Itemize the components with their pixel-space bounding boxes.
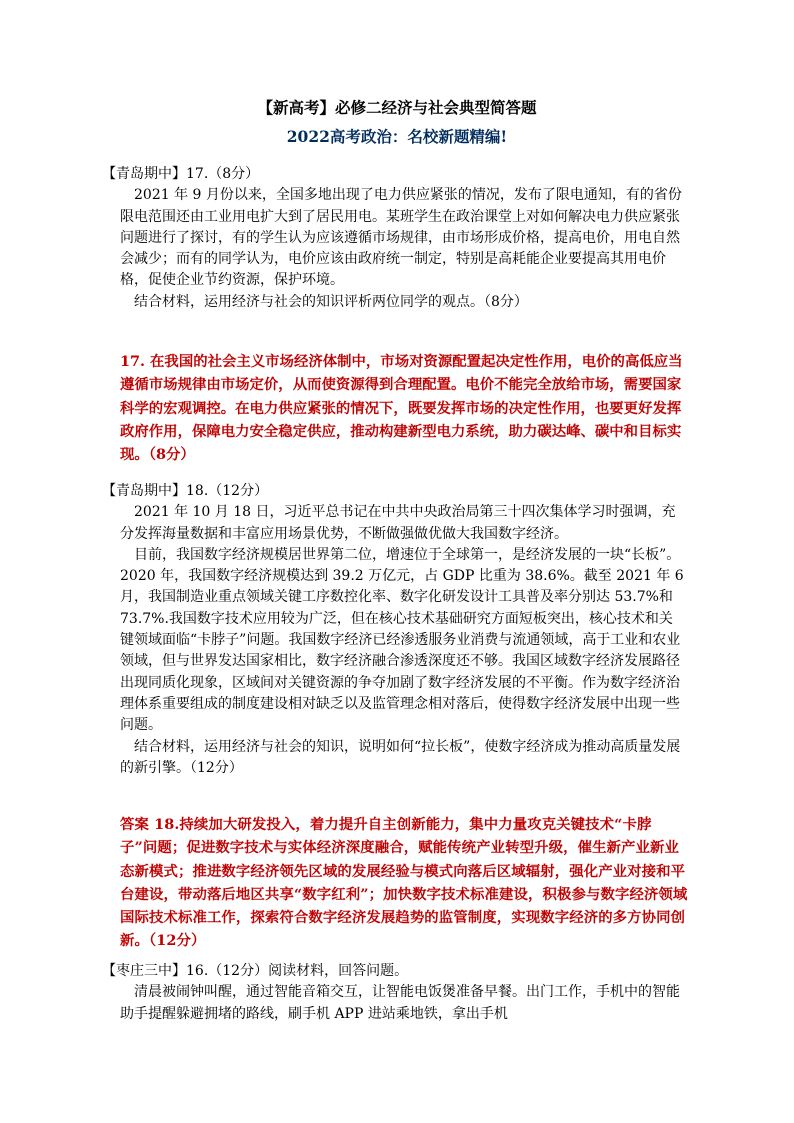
question-18 — [102, 481, 686, 779]
q18-answer: 答案 18.持续加大研发投入，着力提升自主创新能力，集中力量攻克关键技术“卡脖子”问题；促进数字技术与实体经济深度融合，赋能传统产业转型升级，催生新产业新业态新模式；推进数字经济领先区域的发展经验与模式向落后区域辐射，强化产业对接和平台建设，带动落后地区共享“数字红利”；加快数字技术标准建设，积极参与数字经济领域国际技术标准工作，探索符合数字经济发展趋势的监管制度，实现数字经济的多方协同创新。（12分） — [120, 816, 688, 950]
q16-source: 【枣庄三中】16.（12分）阅读材料，回答问题。 — [102, 963, 409, 979]
q18-material-2: 目前，我国数字经济规模居世界第二位，增速位于全球第一，是经济发展的一块“长板”。2020 年，我国数字经济规模达到 39.2 万亿元，占 GDP 比重为 38.6%。截至 2021 年 6 月，我国制造业重点领域关键工序数控化率、数字化研发设计工具普及率分别达 53.7%和 73.7%.我国数字技术应用较为广泛，但在核心技术基础研究方面短板突出，核心技术和关键领域面临“卡脖子”问题。我国数字经济已经渗透服务业消费与流通领域，高于工业和农业领域，但与世界发达国家相比，数字经济融合渗透深度还不够。我国区域数字经济发展路径出现同质化现象，区域间对关键资源的争夺加剧了数字经济发展的不平衡。作为数字经济治理体系重要组成的制度建设相对缺乏以及监管理念相对落后，使得数字经济发展中出现一些问题。 — [120, 546, 684, 734]
q17-source: 【青岛期中】17.（8分） — [102, 166, 260, 182]
q18-material-1: 2021 年 10 月 18 日，习近平总书记在中共中央政治局第三十四次集体学习时强调，充分发挥海量数据和丰富应用场景优势，不断做强做优做大我国数字经济。 — [120, 504, 676, 542]
q17-answer: 17. 在我国的社会主义市场经济体制中，市场对资源配置起决定性作用，电价的高低应当遵循市场规律由市场定价，从而使资源得到合理配置。电价不能完全放给市场，需要国家科学的宏观调控。在电力供应紧张的情况下，既要发挥市场的决定性作用，也要更好发挥政府作用，保障电力安全稳定供应，推动构建新型电力系统，助力碳达峰、碳中和目标实现。（8分） — [120, 353, 683, 464]
question-17 — [102, 164, 686, 313]
q18-source: 【青岛期中】18.（12分） — [102, 483, 269, 499]
document-title: 【新高考】必修二经济与社会典型简答题 — [257, 98, 537, 117]
q17-question: 结合材料，运用经济与社会的知识评析两位同学的观点。（8分） — [134, 293, 528, 310]
q17-material: 2021 年 9 月份以来，全国多地出现了电力供应紧张的情况，发布了限电通知，有的省份限电范围还由工业用电扩大到了居民用电。某班学生在政治课堂上对如何解决电力供应紧张问题进行了探讨，有的学生认为应该遵循市场规律，由市场形成价格，提高电价，用电自然会减少；而有的同学认为，电价应该由政府统一制定，特别是高耗能企业要提高其用电价格，促使企业节约资源，保护环境。 — [120, 187, 682, 289]
q18-question: 结合材料，运用经济与社会的知识，说明如何“拉长板”，使数字经济成为推动高质量发展的新引擎。（12分） — [120, 738, 681, 776]
question-16 — [102, 961, 686, 1025]
document-subtitle: 2022高考政治：名校新题精编! — [286, 127, 508, 146]
q16-material: 清晨被闹钟叫醒，通过智能音箱交互，让智能电饭煲准备早餐。出门工作，手机中的智能助手提醒躲避拥堵的路线，刷手机 APP 进站乘地铁，拿出手机 — [120, 984, 680, 1022]
